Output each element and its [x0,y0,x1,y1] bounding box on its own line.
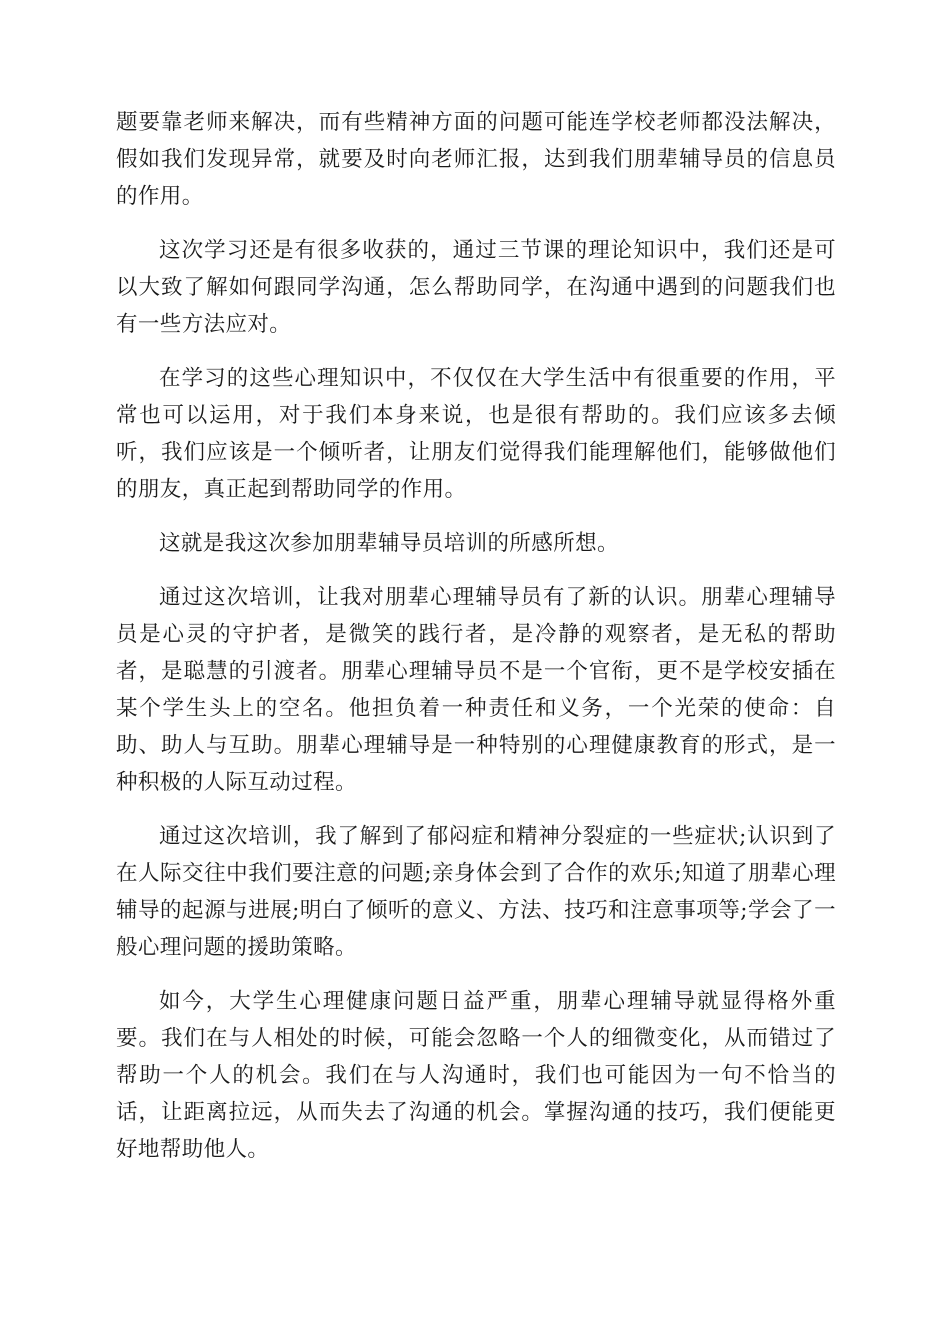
paragraph-continued: 题要靠老师来解决，而有些精神方面的问题可能连学校老师都没法解决，假如我们发现异常，就要及时向老师汇报，达到我们朋辈辅导员的信息员的作用。 [116,110,836,209]
paragraph-training-content: 通过这次培训，我了解到了郁闷症和精神分裂症的一些症状;认识到了在人际交往中我们要注意的问题;亲身体会到了合作的欢乐;知道了朋辈心理辅导的起源与进展;明白了倾听的意义、方法、技巧和注意事项等;学会了一般心理问题的援助策略。 [116,824,836,960]
document-page [116,104,836,1168]
paragraph-new-understanding: 通过这次培训，让我对朋辈心理辅导员有了新的认识。朋辈心理辅导员是心灵的守护者，是微笑的践行者，是冷静的观察者，是无私的帮助者，是聪慧的引渡者。朋辈心理辅导员不是一个官衔，更不是学校安插在某个学生头上的空名。他担负着一种责任和义务，一个光荣的使命：自助、助人与互助。朋辈心理辅导是一种特别的心理健康教育的形式，是一种积极的人际互动过程。 [116,585,836,795]
paragraph-reflection-summary: 这就是我这次参加朋辈辅导员培训的所感所想。 [159,531,619,556]
paragraph-learning-gains: 这次学习还是有很多收获的，通过三节课的理论知识中，我们还是可以大致了解如何跟同学沟通，怎么帮助同学，在沟通中遇到的问题我们也有一些方法应对。 [116,238,836,337]
paragraph-importance: 如今，大学生心理健康问题日益严重，朋辈心理辅导就显得格外重要。我们在与人相处的时候，可能会忽略一个人的细微变化，从而错过了帮助一个人的机会。我们在与人沟通时，我们也可能因为一句不恰当的话，让距离拉远，从而失去了沟通的机会。掌握沟通的技巧，我们便能更好地帮助他人。 [116,989,836,1162]
paragraph-psychology-knowledge: 在学习的这些心理知识中，不仅仅在大学生活中有很重要的作用，平常也可以运用，对于我们本身来说，也是很有帮助的。我们应该多去倾听，我们应该是一个倾听者，让朋友们觉得我们能理解他们，能够做他们的朋友，真正起到帮助同学的作用。 [116,366,836,502]
